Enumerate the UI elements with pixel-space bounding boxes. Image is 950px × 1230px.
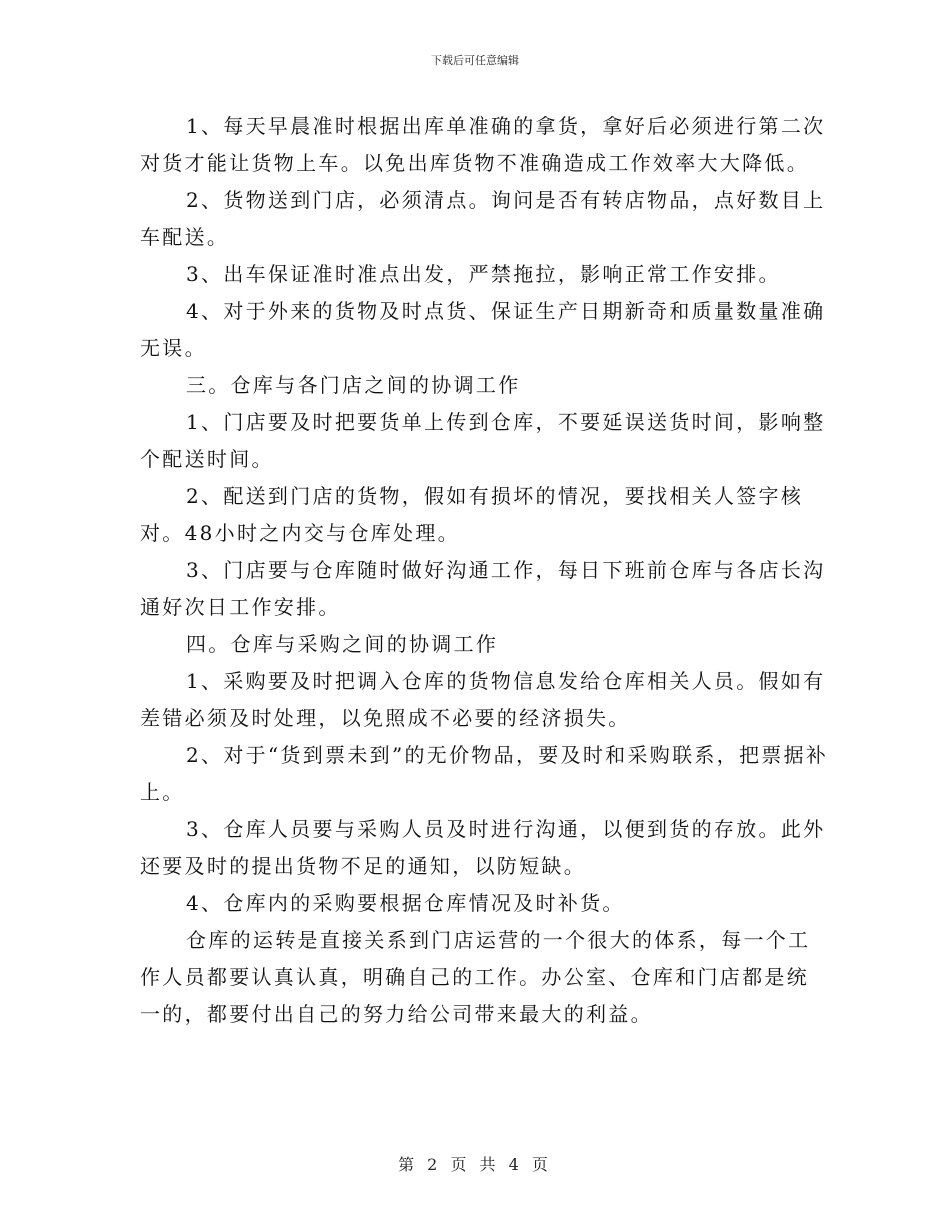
paragraph-8: 1、采购要及时把调入仓库的货物信息发给仓库相关人员。假如有差错必须及时处理，以免照成不必要的经济损失。: [140, 669, 826, 730]
document-body: [140, 108, 830, 1033]
paragraph-4: 4、对于外来的货物及时点货、保证生产日期新奇和质量数量准确无误。: [140, 299, 826, 360]
paragraph-11: 4、仓库内的采购要根据仓库情况及时补货。: [186, 891, 625, 915]
page-header: 下载后可任意编辑: [431, 54, 519, 67]
closing-paragraph: 仓库的运转是直接关系到门店运营的一个很大的体系，每一个工作人员都要认真认真，明确自己的工作。办公室、仓库和门店都是统一的，都要付出自己的努力给公司带来最大的利益。: [140, 928, 811, 1026]
paragraph-7: 3、门店要与仓库随时做好沟通工作，每日下班前仓库与各店长沟通好次日工作安排。: [140, 558, 826, 619]
section-heading-4: 四。仓库与采购之间的协调工作: [186, 632, 499, 656]
paragraph-6: 2、配送到门店的货物，假如有损坏的情况，要找相关人签字核对。48小时之内交与仓库处理。: [140, 484, 804, 545]
paragraph-9: 2、对于“货到票未到”的无价物品，要及时和采购联系，把票据补上。: [140, 743, 829, 804]
paragraph-10: 3、仓库人员要与采购人员及时进行沟通，以便到货的存放。此外还要及时的提出货物不足的通知，以防短缺。: [140, 817, 826, 878]
section-heading-3: 三。仓库与各门店之间的协调工作: [186, 373, 521, 397]
paragraph-2: 2、货物送到门店，必须清点。询问是否有转店物品，点好数目上车配送。: [140, 188, 826, 249]
paragraph-3: 3、出车保证准时准点出发，严禁拖拉，影响正常工作安排。: [186, 262, 781, 286]
paragraph-5: 1、门店要及时把要货单上传到仓库，不要延误送货时间，影响整个配送时间。: [140, 410, 826, 471]
page-number: 第 2 页 共 4 页: [398, 1155, 552, 1174]
paragraph-1: 1、每天早晨准时根据出库单准确的拿货，拿好后必须进行第二次对货才能让货物上车。以免出库货物不准确造成工作效率大大降低。: [140, 114, 826, 175]
